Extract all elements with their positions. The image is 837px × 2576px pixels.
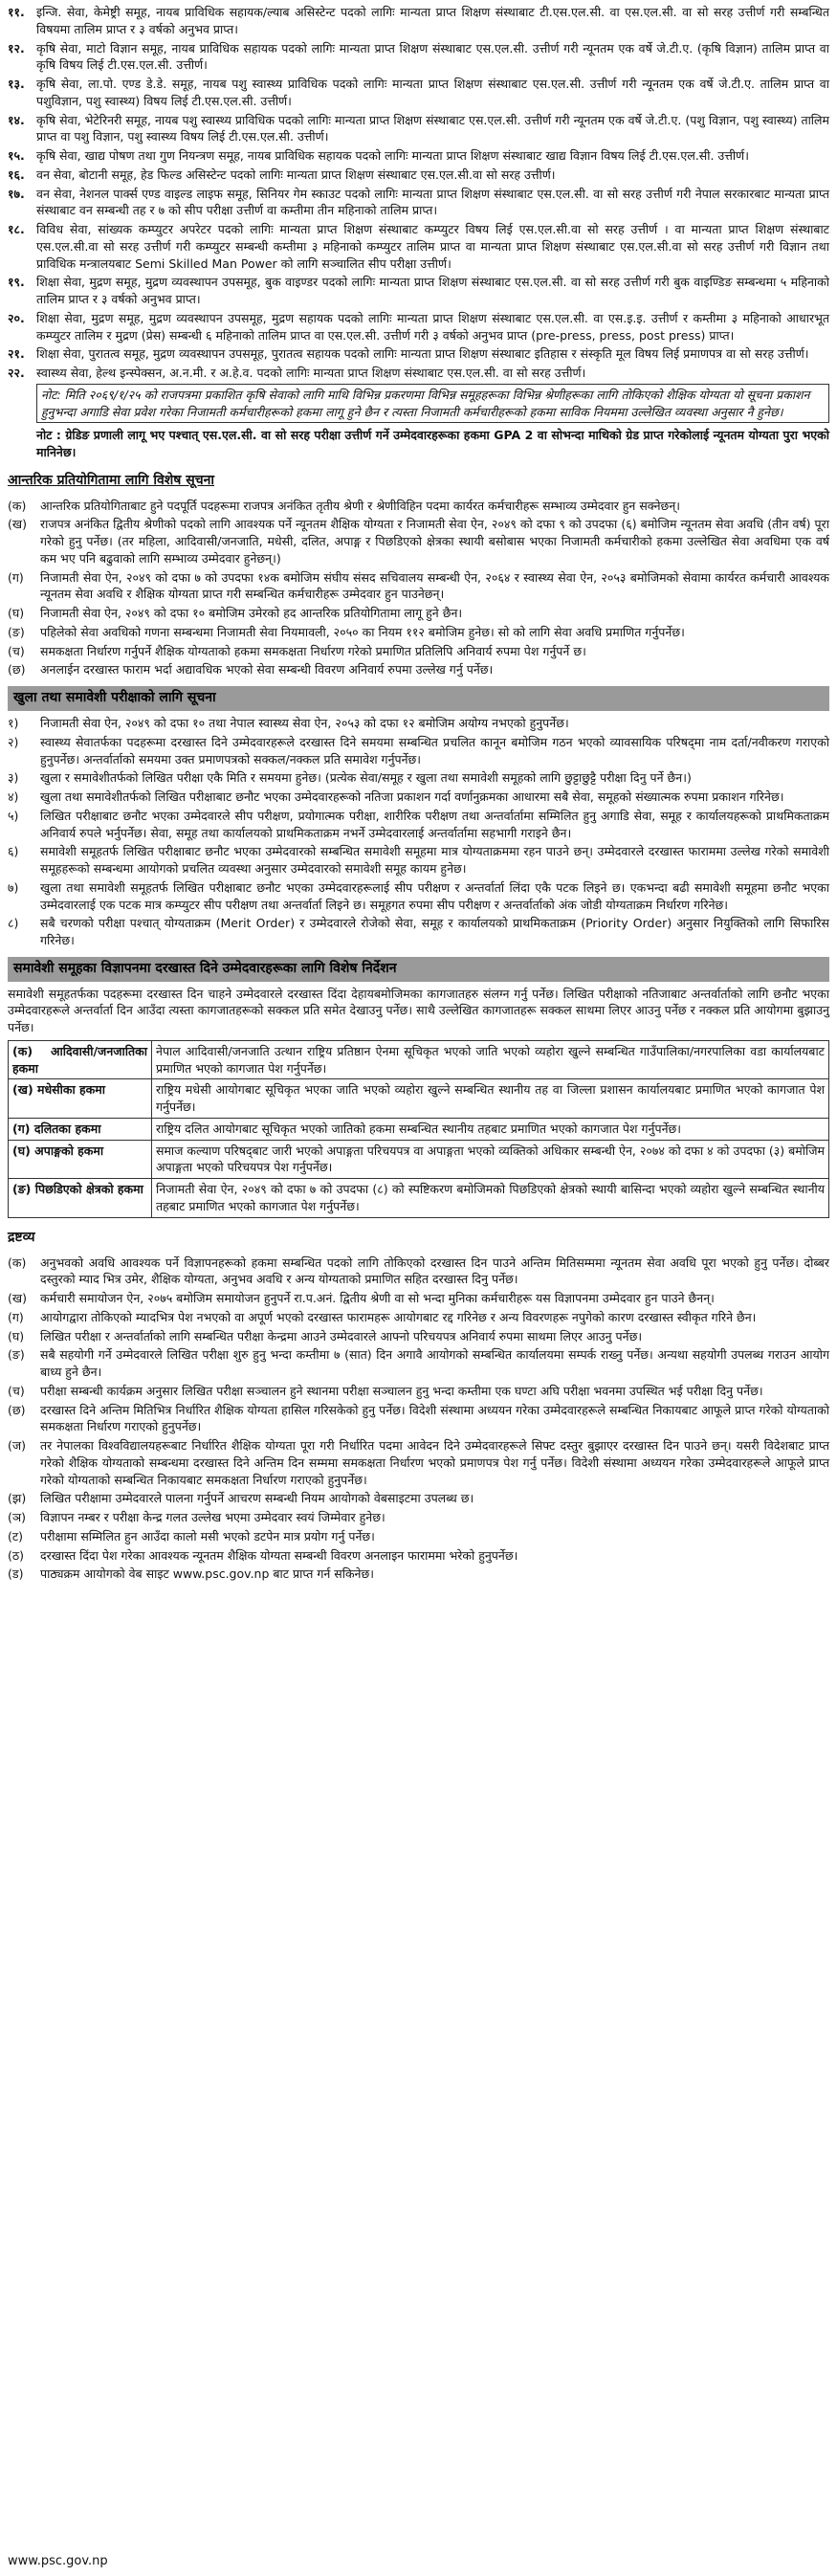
open-item-text: खुला र समावेशीतर्फको लिखित परीक्षा एकै मिति र समयमा हुनेछ। (प्रत्येक सेवा/समूह र खुला तथा समावेशी समूहको लागि छुट्टाछुट्टै परीक्षा दिनु पर्ने छैन।) [40, 770, 692, 786]
qualification-item [8, 221, 829, 272]
note-item [8, 1509, 829, 1526]
section-internal-heading: आन्तरिक प्रतियोगितामा लागि विशेष सूचना [8, 472, 215, 488]
qualification-item-label: २०. [8, 310, 25, 325]
note-item [8, 1528, 829, 1545]
qualification-item-text: कृषि सेवा, खाद्य पोषण तथा गुण नियन्त्रण समूह, नायब प्राविधिक सहायक पदको लागिः मान्यता प्राप्त शिक्षण संस्थाबाट खाद्य विज्ञान विषय लिई टी.एस.एल.सी. उत्तीर्ण। [36, 148, 749, 163]
open-item-label: ४) [8, 789, 19, 804]
section-open-heading: खुला तथा समावेशी परीक्षाको लागि सूचना [8, 686, 829, 711]
internal-item [8, 498, 829, 515]
open-item [8, 915, 829, 949]
qualification-item [8, 40, 829, 75]
qualification-item-text: वन सेवा, बोटानी समूह, हेड फिल्ड असिस्टेन्ट पदको लागिः मान्यता प्राप्त शिक्षण संस्थाबाट एस.एल.सी.वा सो सरह उत्तीर्ण। [36, 167, 556, 182]
qualification-item-label: १४. [8, 112, 25, 127]
qualification-item-text: विविध सेवा, सांख्यक कम्प्युटर अपरेटर पदको लागिः मान्यता प्राप्त शिक्षण संस्थाबाट कम्प्युटर विषय लिई एस.एल.सी.वा सो सरह उत्तीर्ण । वा मान्यता प्राप्त शिक्षण संस्थाबाट एस.एल.सी.वा सो सरह उत्तीर्ण गरी कम्प्युटर सम्बन्धी कम्तीमा ३ महिनाको कम्प्युटर तालिम प्राप्त वा मान्यता प्राप्त शिक्षण संस्थाबाट एस.एल.सी.वा सो सरह उत्तीर्ण गरी विज्ञान तथा प्राविधिक मन्त्रालयबाट Semi Skilled Man Power को लागि सञ्चालित सीप परीक्षा उत्तीर्ण। [36, 222, 829, 271]
table-row-key: (ङ) पिछडिएको क्षेत्रको हकमा [9, 1179, 152, 1218]
internal-item [8, 643, 829, 660]
note-item-text: लिखित परीक्षामा उम्मेदवारले पालना गर्नुपर्ने आचरण सम्बन्धी नियम आयोगको वेबसाइटमा उपलब्ध छ। [40, 1491, 474, 1506]
note-item-text: आयोगद्वारा तोकिएको म्यादभित्र पेश नभएको वा अपूर्ण भएको दरखास्त फारामहरू आयोगबाट रद्द गरिनेछ र अन्य विवरणहरू नपुगेको कारण दरखास्त स्वीकृत गरिने छैन। [40, 1309, 757, 1324]
table-row-value: नेपाल आदिवासी/जनजाति उत्थान राष्ट्रिय प्रतिष्ठान ऐनमा सूचिकृत भएको जाति भएको व्यहोरा खुल्ने सम्बन्धित गाउँपालिका/नगरपालिका वडा कार्यालयबाट प्रमाणित भएको कागजात पेश गर्नुपर्नेछ। [152, 1040, 829, 1079]
internal-item-text: अनलाईन दरखास्त फाराम भर्दा अद्यावधिक भएको सेवा सम्बन्धी विवरण अनिवार्य रुपमा उल्लेख गर्नु पर्नेछ। [40, 662, 494, 677]
qualification-item [8, 76, 829, 110]
internal-item-label: (च) [8, 643, 25, 658]
note-item [8, 1346, 829, 1381]
internal-item-label: (ख) [8, 517, 27, 532]
internal-item [8, 661, 829, 678]
note-item-label: (क) [8, 1255, 27, 1270]
open-item-text: स्वास्थ्य सेवातर्फका पदहरूमा दरखास्त दिने उम्मेदवारहरूले दरखास्त दिने समयमा सम्बन्धित प्रचलित कानून बमोजिम गठन भएको व्यावसायिक परिषद्‌मा नाम दर्ता/नवीकरण गराएको हुनुपर्नेछ। अन्तर्वार्ताको समयमा उक्त प्रमाणपत्रको सक्कल/नक्कल प्रति समावेश गर्नुपर्नेछ। [40, 734, 829, 766]
open-item [8, 769, 829, 787]
open-item-label: ८) [8, 916, 19, 931]
note-item-text: विज्ञापन नम्बर र परीक्षा केन्द्र गलत उल्लेख भएमा उम्मेदवार स्वयं जिम्मेवार हुनेछ। [40, 1510, 385, 1524]
note-item [8, 1383, 829, 1400]
qualification-item [8, 147, 829, 165]
open-item [8, 808, 829, 842]
internal-item-label: (घ) [8, 606, 25, 621]
note-item-text: पाठ्यक्रम आयोगको वेब साइट www.psc.gov.np बाट प्राप्त गर्न सकिनेछ। [40, 1566, 374, 1582]
internal-item [8, 516, 829, 566]
note-item-text: दरखास्त दिंदा पेश गरेका आवश्यक न्यूनतम शैक्षिक योग्यता सम्बन्धी विवरण अनलाइन फाराममा भरेको हुनुपर्नेछ। [40, 1547, 518, 1563]
table-row-key: (क) आदिवासी/जनजातिका हकमा [9, 1040, 152, 1079]
note-item [8, 1309, 829, 1326]
qualification-item-label: १३. [8, 77, 25, 91]
qualification-item-text: स्वास्थ्य सेवा, हेल्थ इन्स्पेक्सन, अ.न.मी. र अ.हे.व. पदको लागिः मान्यता प्राप्त शिक्षण संस्थाबाट एस.एल.सी. वा सो सरह उत्तीर्ण। [36, 366, 586, 380]
table-row [9, 1118, 829, 1140]
internal-item-label: (ग) [8, 569, 24, 585]
open-item-text: खुला तथा समावेशी समूहतर्फ लिखित परीक्षाबाट छनौट भएका उम्मेदवारहरूलाई सीप परीक्षण र अन्तर्वार्ता लिंदा एकै पटक लिइने छ। एकभन्दा बढी समावेशी समूहमा छनौट भएका उम्मेदवारलाई एक पटक मात्र कम्प्युटर सीप परीक्षण तथा अन्तर्वार्ता लिइने छ। समूहगत रुपमा सीप परीक्षण र अन्तर्वार्ताको अंक जोडी योग्यताक्रम निर्धारण गरिनेछ। [40, 879, 829, 912]
table-row-value: समाज कल्याण परिषद्‌बाट जारी भएको अपाङ्गता परिचयपत्र वा अपाङ्गता भएको व्यक्तिको अधिकार सम्बन्धी ऐन, २०७४ को दफा ४ को उपदफा (३) बमोजिम अपाङ्गता भएको परिचयपत्र पेश गर्नुपर्नेछ। [152, 1140, 829, 1179]
note-item-text: तर नेपालका विश्वविद्यालयहरूबाट निर्धारित शैक्षिक योग्यता पूरा गरी निर्धारित पदमा आवेदन दिने उम्मेदवारहरूले सिफ्ट दस्तुर बुझाएर दरखास्त दिन पाउने छन्। यसरी विदेशबाट प्राप्त गरेको शैक्षिक योग्यताको सम्बन्धमा दरखास्त दिने अन्तिम दिन सम्ममा समकक्षता निर्धारण भएको प्रमाणपत्र पेश गर्नु पर्नेछ। विदेशी संस्थामा अध्ययन गरेका उम्मेदवारहरूले आफूले प्राप्त गरेको योग्यताको सम्बन्धित निकायबाट समकक्षता निर्धारण गराएको हुनुपर्नेछ। [40, 1438, 829, 1487]
internal-item-text: निजामती सेवा ऐन, २०४९ को दफा १० बमोजिम उमेरको हद आन्तरिक प्रतियोगितामा लागू हुने छैन। [40, 606, 463, 621]
note-item [8, 1566, 829, 1583]
section-notes-heading: द्रष्टव्य [8, 1229, 35, 1245]
note-item-label: (ग) [8, 1309, 24, 1324]
open-item-label: ३) [8, 770, 19, 786]
note-item-label: (ज) [8, 1438, 27, 1453]
note-item-text: सबै सहयोगी गर्ने उम्मेदवारले लिखित परीक्षा शुरु हुनु भन्दा कम्तीमा ७ (सात) दिन अगावै आयोगको सम्बन्धित कार्यालयमा सम्पर्क राख्नु पर्नेछ। अन्यथा सहयोगी उपलब्ध गराउन आयोग बाध्य हुने छैन। [40, 1347, 829, 1379]
section-open-list [8, 715, 829, 949]
internal-item-label: (क) [8, 498, 27, 513]
qualification-item-text: इन्जि. सेवा, केमेष्ट्री समूह, नायब प्राविधिक सहायक/ल्याब असिस्टेन्ट पदको लागिः मान्यता प्राप्त शिक्षण संस्थाबाट टी.एस.एल.सी. वा एस.एल.सी. वा सो सरह उत्तीर्ण गरी सम्बन्धित विषयमा तालिम प्राप्त र ३ वर्षको अनुभव प्राप्त। [36, 5, 829, 36]
open-item-label: ६) [8, 844, 19, 859]
note-item [8, 1490, 829, 1507]
open-item-text: समावेशी समूहतर्फ लिखित परीक्षाबाट छनौट भएका उम्मेदवारको सम्बन्धित समावेशी समूहमा मात्र योग्यताक्रममा रहन पाउने छन्। उम्मेदवारले दरखास्त फाराममा उल्लेख गरेको समावेशी समूहहरूको सम्बन्धमा आयोगको प्रचलित व्यवस्था अनुसार उम्मेदवारको समावेशी समूह कायम हुनेछ। [40, 844, 829, 876]
table-row [9, 1140, 829, 1179]
qualification-item [8, 274, 829, 308]
section-inclusive-heading: समावेशी समूहका विज्ञापनमा दरखास्त दिने उम्मेदवारहरूका लागि विशेष निर्देशन [8, 957, 829, 982]
table-row-key: (ग) दलितका हकमा [9, 1118, 152, 1140]
qualification-item-label: १७. [8, 186, 25, 201]
section-internal-list [8, 498, 829, 679]
internal-item-label: (ङ) [8, 624, 25, 639]
top-items-list [8, 4, 829, 382]
qualification-item-text: शिक्षा सेवा, मुद्रण समूह, मुद्रण व्यवस्थापन उपसमूह, बुक वाइण्डर पदको लागिः मान्यता प्राप्त शिक्षण संस्थाबाट एस.एल.सी. वा सो सरह उत्तीर्ण गरी बुक वाइण्डिङ सम्बन्धमा ५ महिनाको तालिम प्राप्त र ३ वर्षको अनुभव प्राप्त। [36, 275, 829, 306]
note-item-text: अनुभवको अवधि आवश्यक पर्ने विज्ञापनहरूको हकमा सम्बन्धित पदको लागि तोकिएको दरखास्त दिन पाउने अन्तिम मितिसम्ममा न्यूनतम सेवा अवधि पूरा भएको हुनु पर्नेछ। दोब्बर दस्तुरको म्याद भित्र उमेर, शैक्षिक योग्यता, अनुभव अवधि र अन्य योग्यताको प्रमाणित सहित दरखास्त दिनु पर्नेछ। [40, 1255, 829, 1287]
note-item-label: (झ) [8, 1491, 27, 1506]
open-item-text: खुला तथा समावेशीतर्फको लिखित परीक्षाबाट छनौट भएका उम्मेदवारहरूको नतिजा प्रकाशन गर्दा वर्णानुक्रमका आधारमा सबै सेवा, समूहको संख्यात्मक रुपमा प्रकाशन गरिनेछ। [40, 789, 784, 804]
qualification-item-text: कृषि सेवा, माटो विज्ञान समूह, नायब प्राविधिक सहायक पदको लागिः मान्यता प्राप्त शिक्षण संस्थाबाट एस.एल.सी. उत्तीर्ण गरी न्यूनतम एक वर्षे जे.टी.ए. (कृषि विज्ञान) तालिम प्राप्त वा कृषि विषय लिई टी.एस.एल.सी. उत्तीर्ण। [36, 40, 829, 73]
note-item-text: लिखित परीक्षा र अन्तर्वार्ताको लागि सम्बन्धित परीक्षा केन्द्रमा आउने उम्मेदवारले आफ्नो परिचयपत्र अनिवार्य रुपमा साथमा लिएर आउनु पर्नेछ। [40, 1328, 643, 1344]
open-item [8, 788, 829, 806]
note-item-label: (ञ) [8, 1510, 27, 1524]
qualification-item [8, 310, 829, 344]
open-item-text: निजामती सेवा ऐन, २०४९ को दफा १० तथा नेपाल स्वास्थ्य सेवा ऐन, २०५३ को दफा १२ बमोजिम अयोग्य नभएको हुनुपर्नेछ। [40, 716, 569, 730]
open-item [8, 715, 829, 732]
open-item-label: ७) [8, 879, 19, 895]
section-inclusive-intro: समावेशी समूहतर्फका पदहरूमा दरखास्त दिन चाहने उम्मेदवारले दरखास्त दिंदा देहायबमोजिमका कागजातहरु संलग्न गर्नु पर्नेछ। लिखित परीक्षाको नतिजाबाट अन्तर्वार्ताको लागि छनौट भएका उम्मेदवारहरूले अन्तर्वार्ता दिन आउँदा त्यस्ता कागजातहरूको सक्कल प्रति समेत देखाउनु पर्नेछ। साथै उल्लेखित कागजातहरू सक्कल साथमा लिएर आउनु पर्नेछ र नक्कल प्रति आयोगमा बुझाउनु पर्नेछ। [8, 986, 829, 1035]
internal-item-text: राजपत्र अनंकित द्वितीय श्रेणीको पदको लागि आवश्यक पर्ने न्यूनतम शैक्षिक योग्यता र निजामती सेवा ऐन, २०४९ को दफा ९ को उपदफा (६) बमोजिम न्यूनतम सेवा अवधि (तीन वर्ष) पूरा गरेको हुनु पर्नेछ। (तर महिला, आदिवासी/जनजाति, मधेसी, दलित, अपाङ्ग र पिछडिएको क्षेत्रका स्थायी बसोबास भएका निजामती कर्मचारीको हकमा उल्लेखित सेवा अवधिमा एक वर्ष कम भए पनि बढुवाको लागि सम्भाव्य उम्मेदवार हुनेछन्।) [40, 517, 829, 566]
internal-item-text: समकक्षता निर्धारण गर्नुपर्ने शैक्षिक योग्यताको हकमा समकक्षता निर्धारण गरेको प्रमाणित प्रतिलिपि अनिवार्य रुपमा पेश गर्नुपर्ने छ। [40, 643, 586, 658]
table-row-key: (ख) मधेसीका हकमा [9, 1079, 152, 1119]
note-item [8, 1547, 829, 1565]
qualification-item-label: १६. [8, 167, 25, 182]
note-item-label: (ठ) [8, 1547, 25, 1563]
qualification-item-text: शिक्षा सेवा, पुरातत्व समूह, मुद्रण व्यवस्थापन उपसमूह, पुरातत्व सहायक पदको लागिः मान्यता प्राप्त शिक्षण संस्थाबाट इतिहास र संस्कृति मूल विषय लिई प्रमाणपत्र वा सो सरह उत्तीर्ण। [36, 346, 809, 362]
internal-item [8, 624, 829, 641]
qualification-item-label: ११. [8, 5, 25, 19]
table-row-value: निजामती सेवा ऐन, २०४९ को दफा ७ को उपदफा (८) को स्पष्टिकरण बमोजिमको पिछडिएको क्षेत्रको स्थायी बासिन्दा भएको व्यहोरा खुल्ने सम्बन्धित स्थानीय तहबाट प्रमाणित भएको कागजात पेश गर्नुपर्नेछ। [152, 1179, 829, 1218]
internal-item-text: निजामती सेवा ऐन, २०४९ को दफा ७ को उपदफा १४क बमोजिम संघीय संसद सचिवालय सम्बन्धी ऐन, २०६४ र स्वास्थ्य सेवा ऐन, २०५३ बमोजिमको सेवामा कार्यरत कर्मचारी आवश्यक न्यूनतम सेवा अवधि र शैक्षिक योग्यता प्राप्त गरी सम्बन्धित कर्मचारीहरू उम्मेदवार हुन पाउनेछन्। [40, 569, 829, 602]
internal-item-text: पहिलेको सेवा अवधिको गणना सम्बन्धमा निजामती सेवा नियमावली, २०५० का नियम ११२ बमोजिम हुनेछ। सो को लागि सेवा अवधि प्रमाणित गर्नुपर्नेछ। [40, 624, 685, 639]
table-row-key: (घ) अपाङ्गको हकमा [9, 1140, 152, 1179]
table-row-value: राष्ट्रिय दलित आयोगबाट सूचिकृत भएको जातिको हकमा सम्बन्धित स्थानीय तहबाट प्रमाणित भएको कागजात पेश गर्नुपर्नेछ। [152, 1118, 829, 1140]
note-item [8, 1328, 829, 1345]
open-item-label: १) [8, 716, 19, 730]
table-row [9, 1040, 829, 1079]
open-item [8, 734, 829, 768]
qualification-item-label: १२. [8, 40, 25, 56]
note-item-label: (छ) [8, 1402, 26, 1417]
qualification-item-label: २१. [8, 346, 25, 362]
qualification-item [8, 4, 829, 38]
note-item-text: दरखास्त दिने अन्तिम मितिभित्र निर्धारित शैक्षिक योग्यता हासिल गरिसकेको हुनु पर्नेछ। विदेशी संस्थामा अध्ययन गरेका उम्मेदवारहरूले सम्बन्धित निकायबाट आफूले प्राप्त गरेको योग्यताको समकक्षता निर्धारण गराएको हुनुपर्नेछ। [40, 1402, 829, 1434]
note-item-text: परीक्षा सम्बन्धी कार्यक्रम अनुसार लिखित परीक्षा सञ्चालन हुने स्थानमा परीक्षा सञ्चालन हुनु भन्दा कम्तीमा एक घण्टा अघि परीक्षा भवनमा उपस्थित भई परीक्षा दिनु पर्नेछ। [40, 1383, 763, 1398]
note-item-text: कर्मचारी समायोजन ऐन, २०७५ बमोजिम समायोजन हुनुपर्ने रा.प.अनं. द्वितीय श्रेणी वा सो भन्दा मुनिका कर्मचारीहरू यस विज्ञापनमा उम्मेदवार हुन पाउने छैनन्। [40, 1291, 715, 1305]
qualification-item [8, 112, 829, 146]
note-item-label: (घ) [8, 1328, 25, 1344]
qualification-item-label: १९. [8, 275, 25, 290]
note-item [8, 1290, 829, 1307]
qualification-item-label: २२. [8, 366, 25, 380]
open-item-text: सबै चरणको परीक्षा पश्चात् योग्यताक्रम (Merit Order) र उम्मेदवारले रोजेको सेवा, समूह र कार्यालयको प्राथमिकताक्रम (Priority Order) अनुसार नियुक्तिको लागि सिफारिस गरिनेछ। [40, 916, 829, 947]
open-item [8, 879, 829, 914]
internal-item [8, 569, 829, 604]
open-item-label: ५) [8, 808, 19, 823]
table-row [9, 1179, 829, 1218]
internal-item-text: आन्तरिक प्रतियोगिताबाट हुने पदपूर्ति पदहरूमा राजपत्र अनंकित तृतीय श्रेणी र श्रेणीविहिन पदमा कार्यरत कर्मचारीहरू सम्भाव्य उम्मेदवार हुन सक्नेछन्। [40, 498, 680, 513]
inclusive-documents-table [8, 1040, 829, 1218]
open-item-text: लिखित परीक्षाबाट छनौट भएका उम्मेदवारले सीप परीक्षण, प्रयोगात्मक परीक्षा, शारीरिक परीक्षण तथा अन्तर्वार्तामा सम्मिलित हुनु अगाडि सेवा, समूह र कार्यालयहरूको प्राथमिकताक्रम अनिवार्य रुपले भर्नुपर्नेछ। सेवा, समूह तथा कार्यालयको प्राथमिकताक्रम नभर्ने उम्मेदवारलाई अन्तर्वार्तामा सहभागी गराइने छैन। [40, 808, 829, 840]
note-item-label: (च) [8, 1383, 25, 1398]
qualification-item-text: कृषि सेवा, ला.पो. एण्ड डे.डे. समूह, नायब पशु स्वास्थ्य प्राविधिक पदको लागिः मान्यता प्राप्त शिक्षण संस्थाबाट एस.एल.सी. उत्तीर्ण गरी न्यूनतम एक वर्षे जे.टी.ए. तालिम प्राप्त वा पशुविज्ञान, पशु स्वास्थ्य) विषय लिई टी.एस.एल.सी. उत्तीर्ण। [36, 77, 829, 108]
internal-item [8, 605, 829, 622]
open-item [8, 843, 829, 877]
note-item [8, 1255, 829, 1289]
section-notes-list [8, 1255, 829, 1584]
note-item-label: (ङ) [8, 1347, 25, 1363]
table-row-value: राष्ट्रिय मधेसी आयोगबाट सूचिकृत भएका जाति भएको व्यहोरा खुल्ने सम्बन्धित स्थानीय तह वा जिल्ला प्रशासन कार्यालयबाट प्रमाणित भएको कागजात पेश गर्नुपर्नेछ। [152, 1079, 829, 1119]
top-note: नोट : ग्रेडिङ प्रणाली लागू भए पश्चात् एस.एल.सी. वा सो सरह परीक्षा उत्तीर्ण गर्ने उम्मेदवारहरूका हकमा GPA 2 वा सोभन्दा माथिको ग्रेड प्राप्त गरेकोलाई न्यूनतम योग्यता पुरा भएको मानिनेछ। [36, 428, 829, 459]
note-item-label: (ड) [8, 1566, 24, 1582]
internal-item-label: (छ) [8, 662, 26, 677]
qualification-item [8, 186, 829, 220]
note-item-text: परीक्षामा सम्मिलित हुन आउँदा कालो मसी भएको डटपेन मात्र प्रयोग गर्नु पर्नेछ। [40, 1528, 375, 1543]
note-item-label: (ख) [8, 1291, 27, 1305]
qualification-item-text: वन सेवा, नेशनल पार्क्स एण्ड वाइल्ड लाइफ समूह, सिनियर गेम स्काउट पदको लागिः मान्यता प्राप्त शिक्षण संस्थाबाट एस.एल.सी. वा सो सरह उत्तीर्ण गरी नेपाल सरकारबाट मान्यता प्राप्त संस्थाबाट वन सम्बन्धी तह र ७ को सीप परीक्षा उत्तीर्ण वा कम्तीमा तीन महिनाको तालिम प्राप्त। [36, 186, 829, 218]
qualification-item [8, 345, 829, 363]
qualification-item-label: १५. [8, 148, 25, 163]
footer-website: www.psc.gov.np [8, 2553, 108, 2568]
note-14: नोट: मिति २०६९/१/२५ को राजपत्रमा प्रकाशित कृषि सेवाको लागि माथि विभिन्न प्रकरणमा विभिन्न समूहहरूका विभिन्न श्रेणीहरूका लागि तोकिएको शैक्षिक योग्यता यो सूचना प्रकाशन हुनुभन्दा अगाडि सेवा प्रवेश गरेका निजामती कर्मचारीहरूको हकमा लागू हुने छैन र त्यस्ता निजामती कर्मचारीहरूको हकमा साविक नियममा उल्लेखित व्यवस्था अनुसार नै हुनेछ। [36, 384, 829, 424]
qualification-item-text: शिक्षा सेवा, मुद्रण समूह, मुद्रण व्यवस्थापन उपसमूह, मुद्रण सहायक पदको लागिः मान्यता प्राप्त शिक्षण संस्थाबाट एस.एल.सी. वा एस.इ.इ. उत्तीर्ण र कम्तीमा ३ महिनाको आधारभूत कम्प्युटर तालिम र मुद्रण (प्रेस) सम्बन्धी ६ महिनाको तालिम प्राप्त वा एस.एल.सी. उत्तीर्ण गरी ३ वर्षको अनुभव प्राप्त (pre-press, press, post press) प्राप्त। [36, 310, 829, 343]
qualification-item [8, 167, 829, 184]
qualification-item [8, 365, 829, 382]
qualification-item-text: कृषि सेवा, भेटेरिनरी समूह, नायब पशु स्वास्थ्य प्राविधिक पदको लागिः मान्यता प्राप्त शिक्षण संस्थाबाट एस.एल.सी. उत्तीर्ण गरी न्यूनतम एक वर्षे जे.टी.ए. (पशु विज्ञान, पशु स्वास्थ्य) तालिम प्राप्त वा पशु विज्ञान, पशु स्वास्थ्य विषय लिई टी.एस.एल.सी. उत्तीर्ण। [36, 112, 829, 144]
note-item-label: (ट) [8, 1528, 24, 1543]
note-item [8, 1402, 829, 1436]
table-row [9, 1079, 829, 1119]
note-item [8, 1437, 829, 1488]
open-item-label: २) [8, 734, 19, 749]
qualification-item-label: १८. [8, 222, 25, 236]
